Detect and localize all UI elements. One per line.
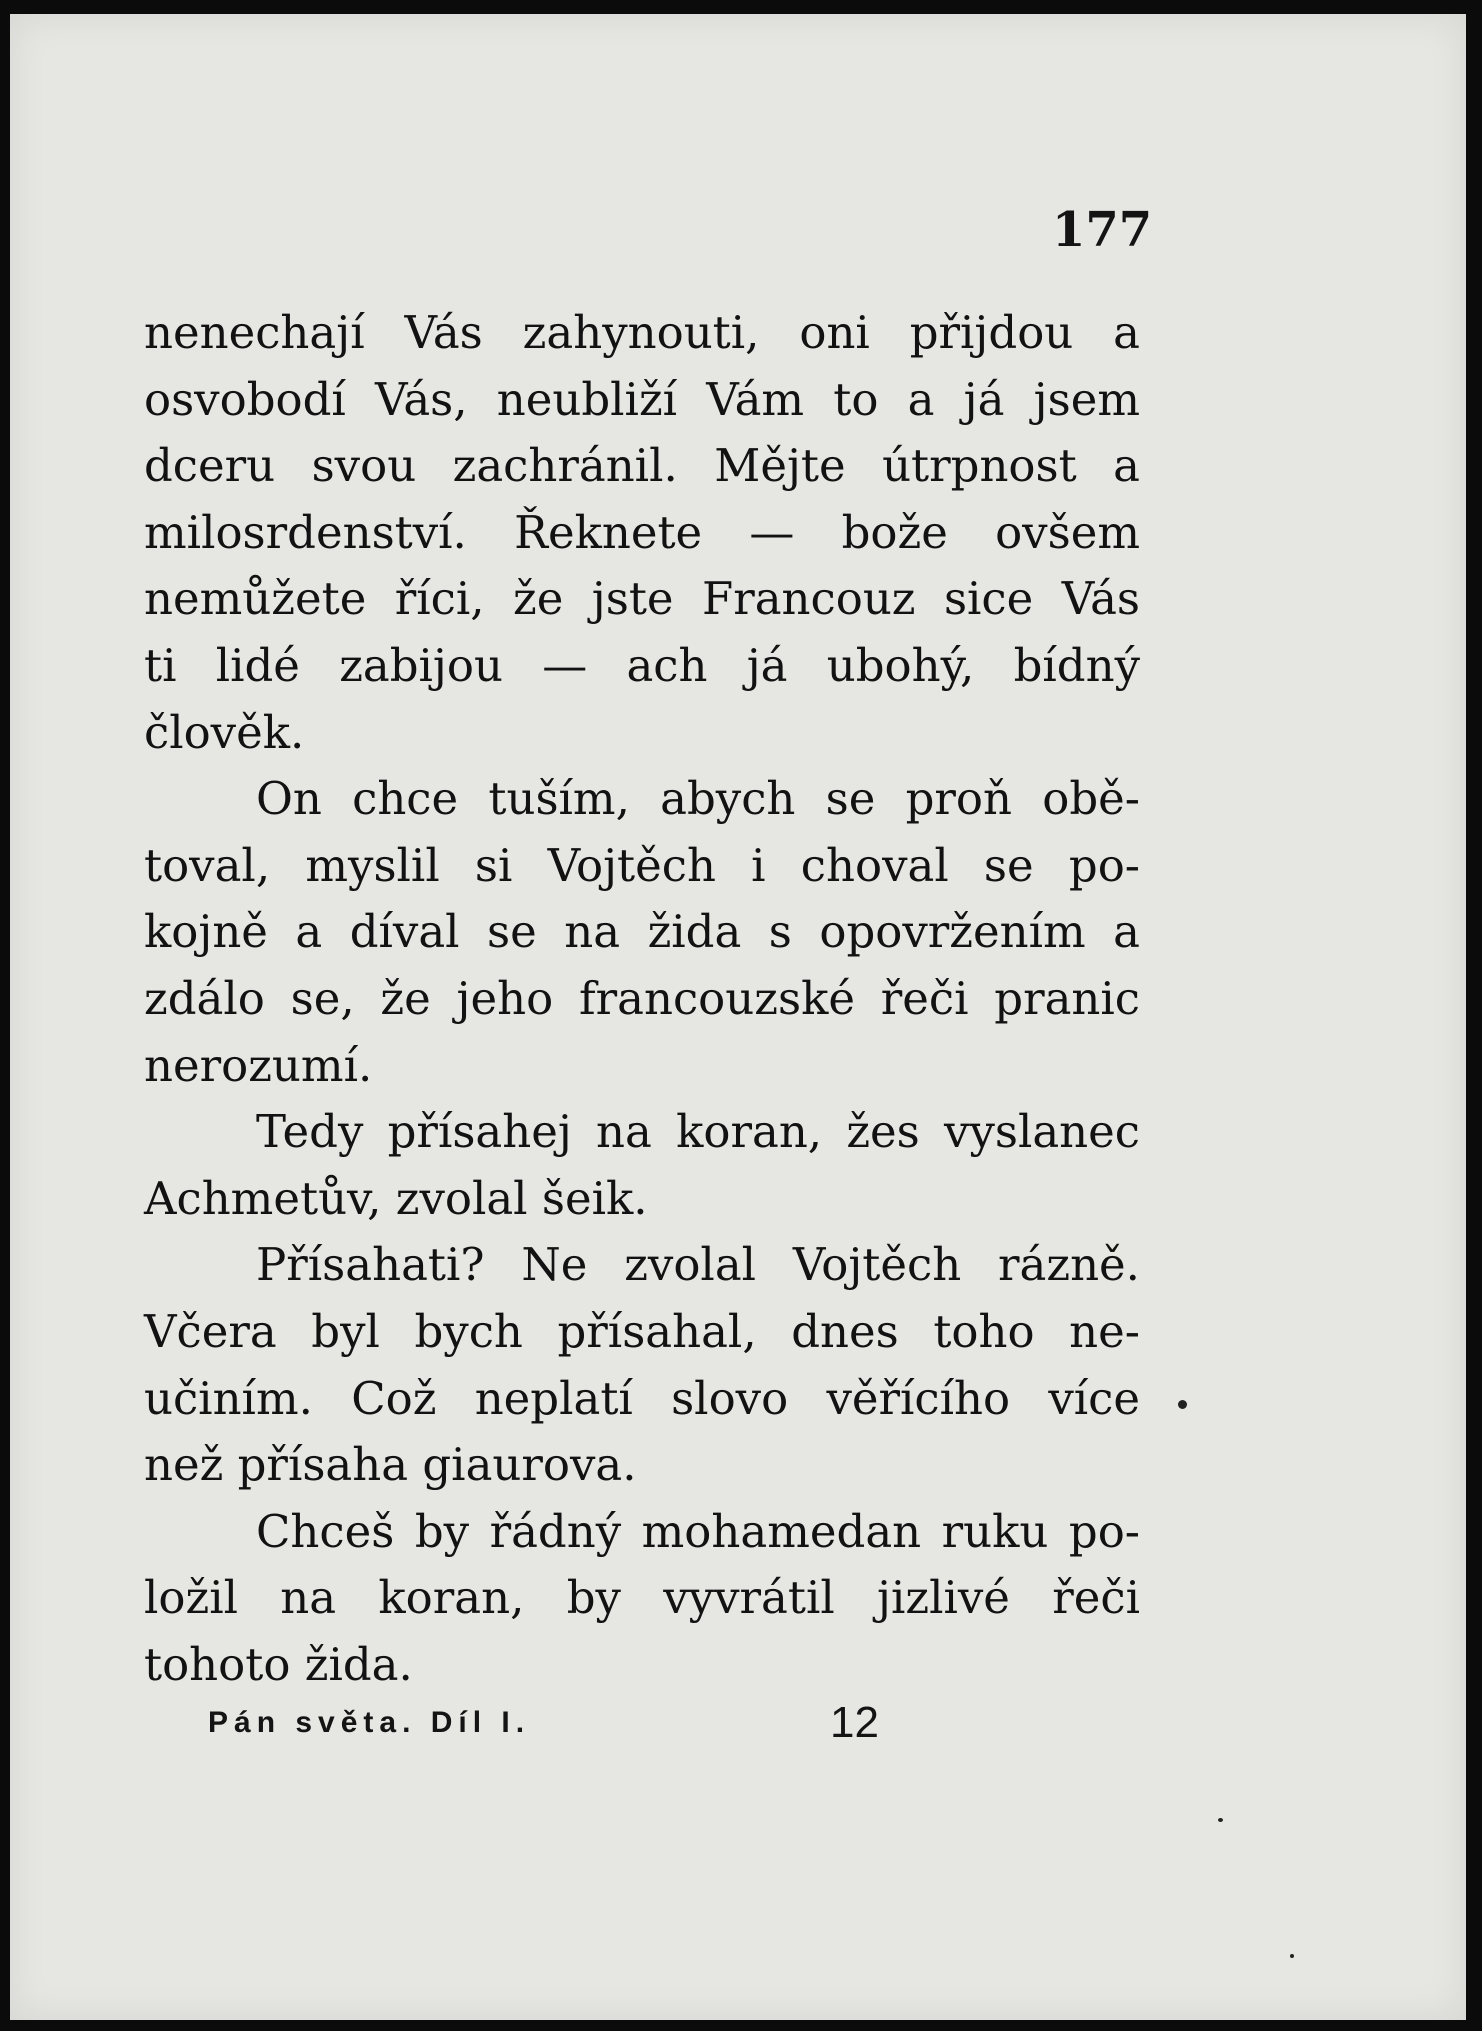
sheet-number: 12 bbox=[830, 1698, 879, 1747]
ink-speck bbox=[1178, 1400, 1187, 1409]
text-line: ložil na koran, by vyvrátil jizlivé řeči bbox=[144, 1571, 1140, 1625]
text-line: On chce tuším, abych se proň obě- bbox=[256, 772, 1140, 826]
text-line: Chceš by řádný mohamedan ruku po- bbox=[256, 1504, 1140, 1558]
printer-signature: Pán světa. Díl I. bbox=[208, 1706, 531, 1739]
text-line: než přísaha giaurova. bbox=[144, 1438, 637, 1492]
text-line: nemůžete říci, že jste Francouz sice Vás bbox=[144, 572, 1140, 626]
page-footer bbox=[208, 1698, 908, 1758]
text-line: milosrdenství. Řeknete — bože ovšem bbox=[144, 505, 1140, 559]
text-line: Achmetův, zvolal šeik. bbox=[144, 1171, 648, 1225]
page-number: 177 bbox=[1052, 202, 1153, 258]
text-line: Přísahati? Ne zvolal Vojtěch rázně. bbox=[256, 1238, 1140, 1292]
text-line: Včera byl bych přísahal, dnes toho ne- bbox=[144, 1304, 1140, 1358]
text-line: ti lidé zabijou — ach já ubohý, bídný bbox=[144, 638, 1140, 692]
text-line: zdálo se, že jeho francouzské řeči pranic bbox=[144, 971, 1140, 1025]
ink-speck bbox=[1218, 1818, 1223, 1822]
text-line: učiním. Což neplatí slovo věřícího více bbox=[144, 1371, 1140, 1425]
body-text bbox=[144, 300, 1140, 1698]
text-line: tohoto žida. bbox=[144, 1637, 413, 1691]
text-line: kojně a díval se na žida s opovržením a bbox=[144, 905, 1140, 959]
text-line: člověk. bbox=[144, 705, 305, 759]
ink-speck bbox=[1290, 1954, 1294, 1958]
text-line: Tedy přísahej na koran, žes vyslanec bbox=[256, 1105, 1140, 1159]
text-line: dceru svou zachránil. Mějte útrpnost a bbox=[144, 439, 1140, 493]
text-line: nerozumí. bbox=[144, 1038, 373, 1092]
book-page bbox=[10, 14, 1466, 2020]
text-line: toval, myslil si Vojtěch i choval se po- bbox=[144, 838, 1140, 892]
text-line: nenechají Vás zahynouti, oni přijdou a bbox=[144, 306, 1140, 359]
text-line: osvobodí Vás, neubliží Vám to a já jsem bbox=[144, 372, 1140, 426]
